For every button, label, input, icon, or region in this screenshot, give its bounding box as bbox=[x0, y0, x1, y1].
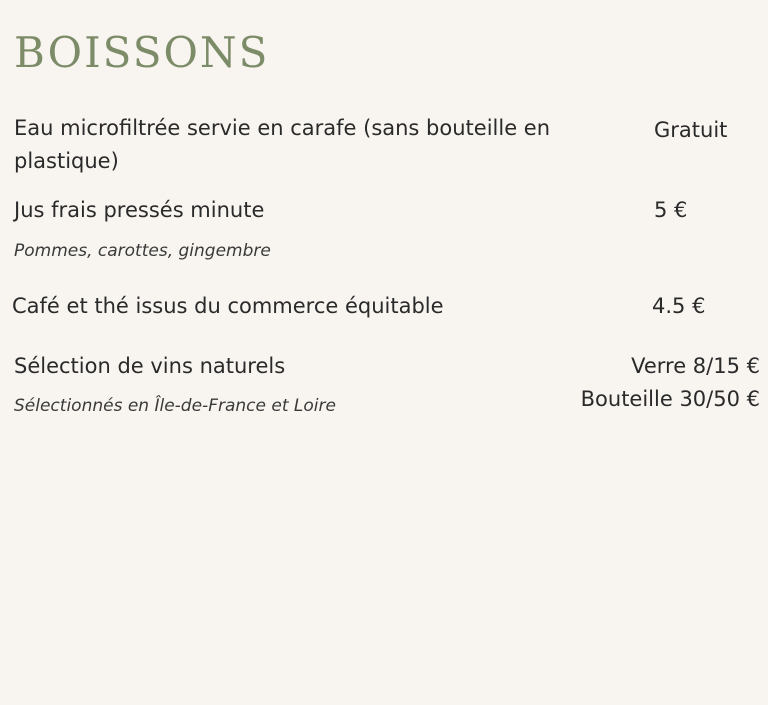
item-price-bottle: Bouteille 30/50 € bbox=[580, 387, 760, 411]
item-name: Café et thé issus du commerce équitable bbox=[12, 294, 444, 318]
item-price: 4.5 € bbox=[652, 294, 706, 318]
item-price-glass: Verre 8/15 € bbox=[631, 354, 760, 378]
item-description: Sélectionnés en Île-de-France et Loire bbox=[14, 396, 336, 416]
item-name: Eau microfiltrée servie en carafe (sans bouteille en plastique) bbox=[14, 116, 551, 173]
item-price: Gratuit bbox=[654, 118, 728, 142]
item-description: Pommes, carottes, gingembre bbox=[14, 241, 271, 261]
item-name: Jus frais pressés minute bbox=[14, 198, 265, 222]
item-price: 5 € bbox=[654, 198, 688, 222]
item-name: Sélection de vins naturels bbox=[14, 354, 286, 378]
section-title: BOISSONS bbox=[14, 28, 270, 77]
